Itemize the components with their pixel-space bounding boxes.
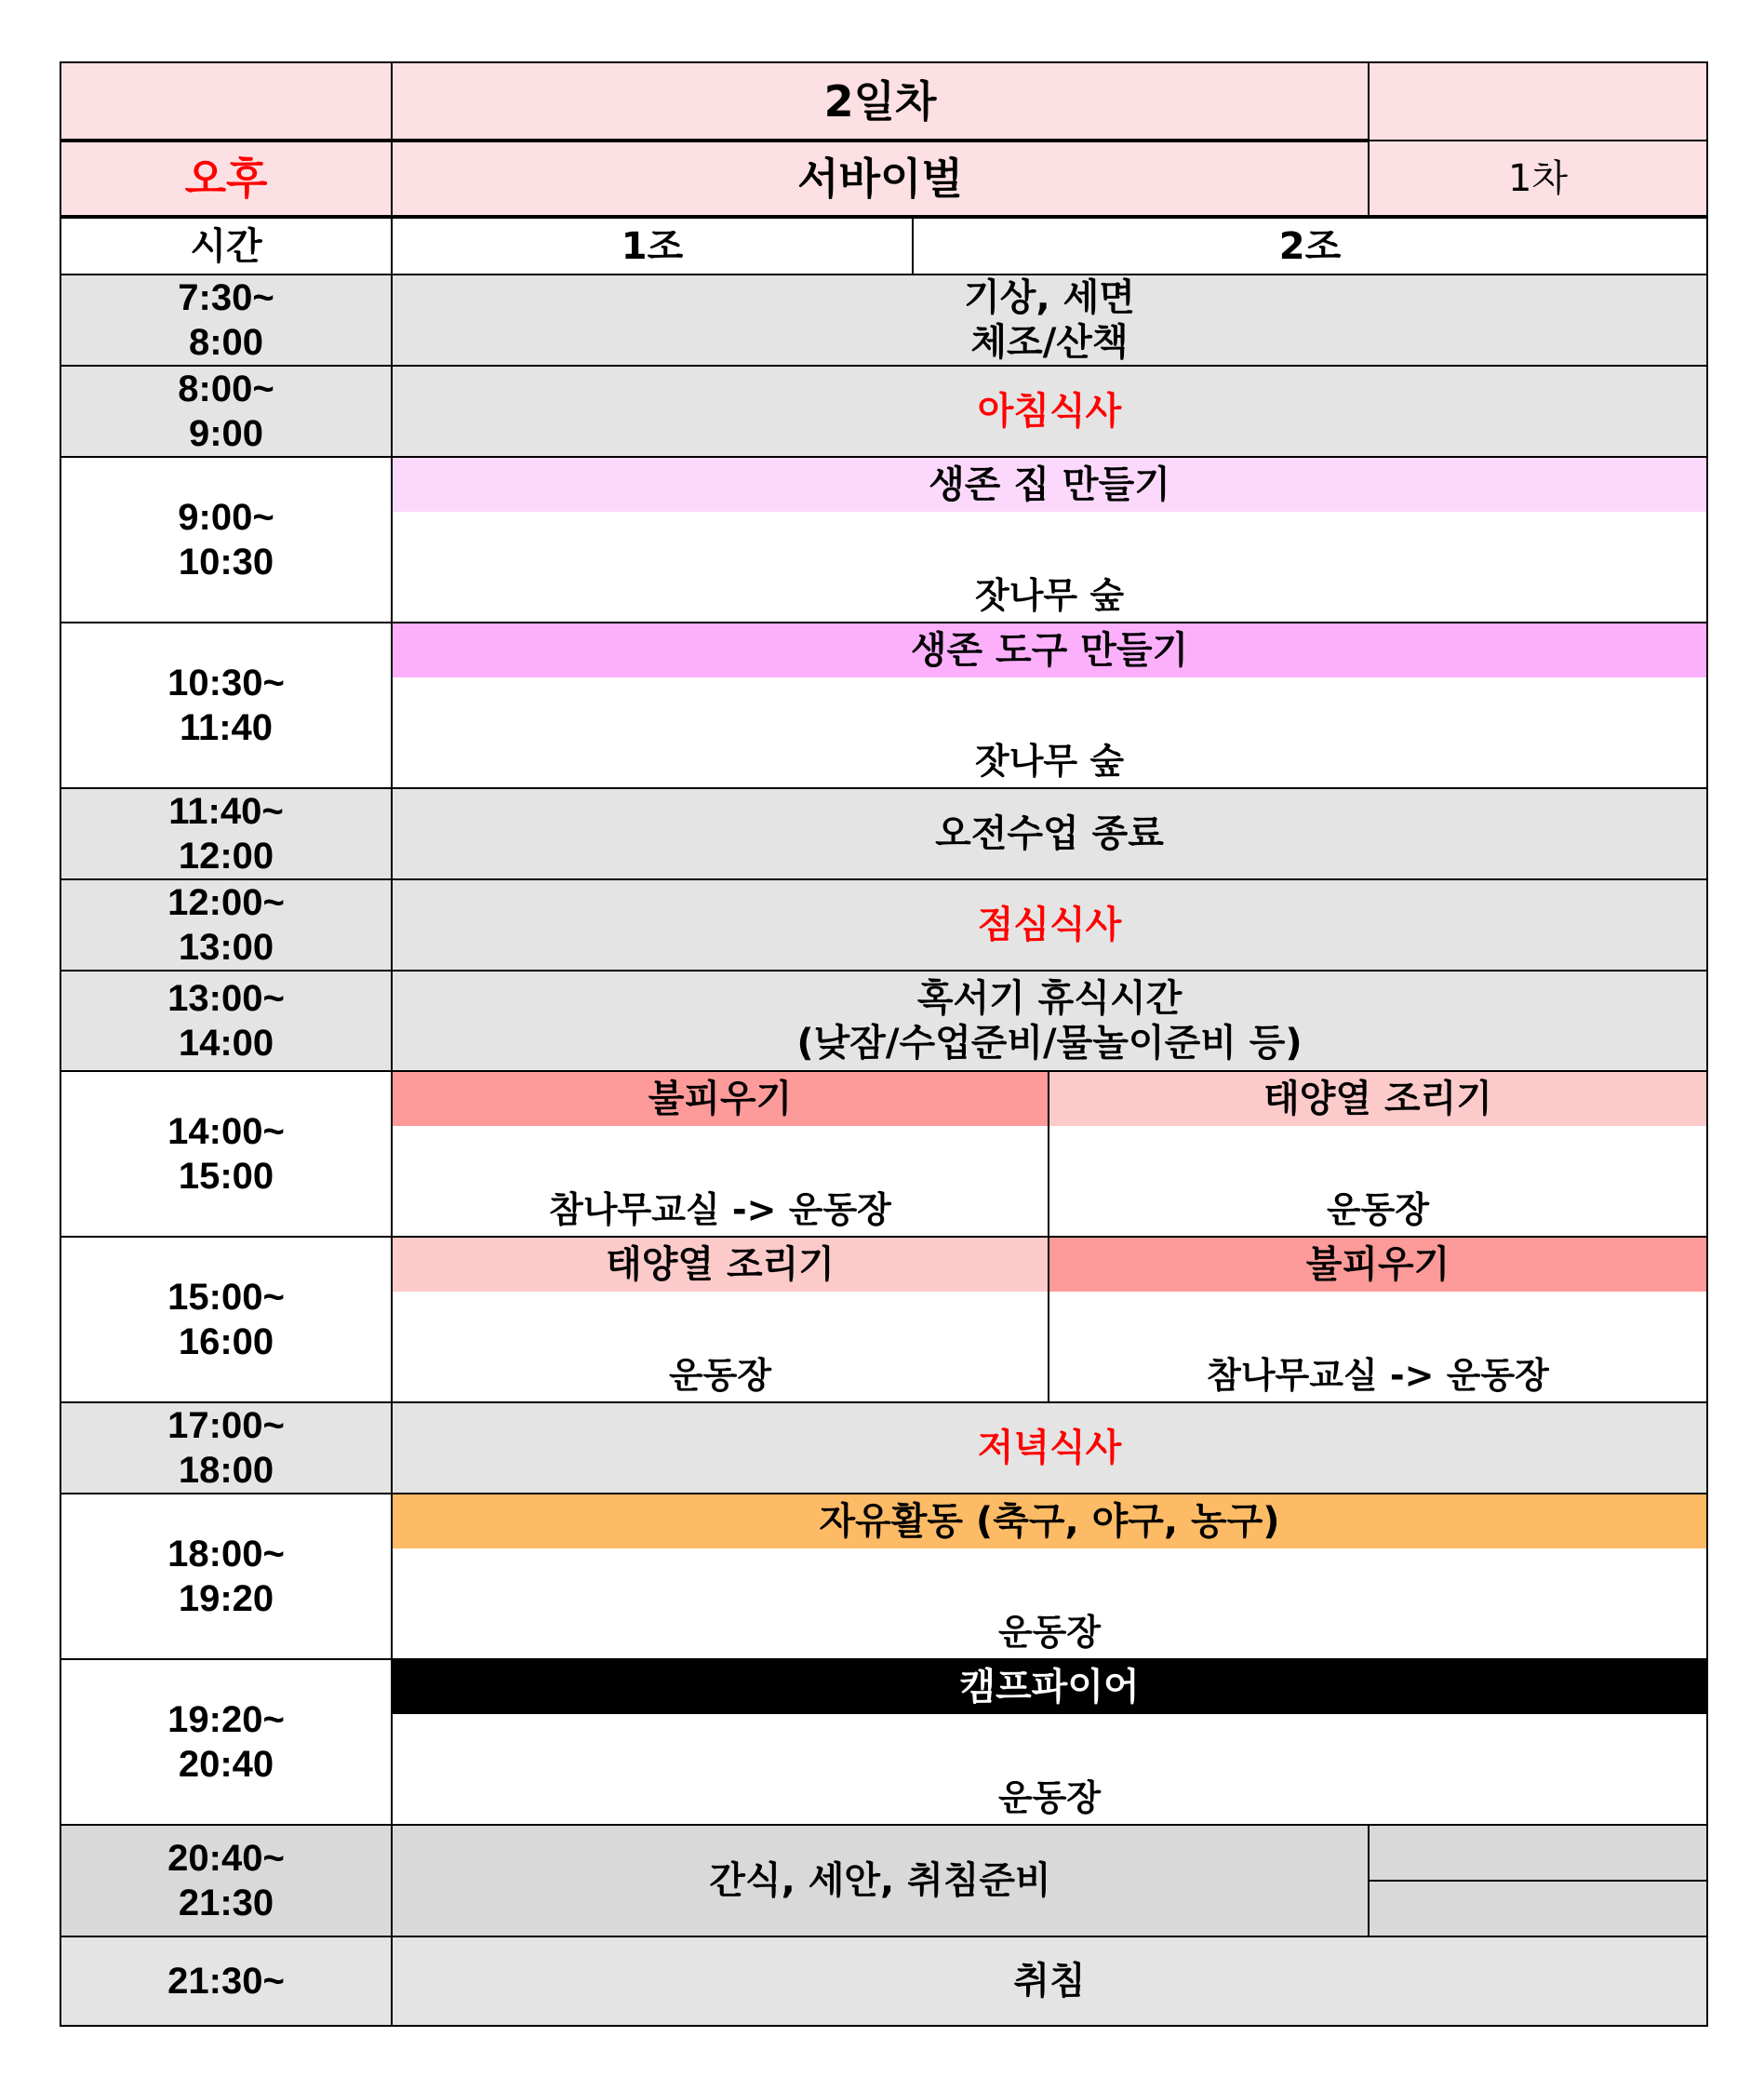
time-cell: [60, 366, 392, 457]
time-start: 11:40~: [168, 791, 284, 832]
header-empty-cell: [60, 62, 392, 141]
time-end: 8:00: [188, 322, 264, 363]
time-start: 13:00~: [167, 978, 285, 1019]
time-end: 19:20: [178, 1578, 274, 1619]
blank-cell-top: [1369, 1825, 1707, 1881]
activity-location: 운동장: [997, 1612, 1102, 1653]
time-end: 18:00: [178, 1450, 274, 1491]
activity-title: 생존 도구 만들기: [393, 623, 1706, 677]
activity-rest: [392, 971, 1707, 1071]
header-blank-right: [1369, 62, 1707, 141]
schedule-table: [60, 61, 1708, 2027]
activity-location: 운동장: [997, 1777, 1102, 1818]
time-cell: [60, 1494, 392, 1659]
time-end: 21:30: [178, 1883, 274, 1923]
activity-line1: 기상, 세면: [964, 276, 1135, 319]
time-cell: [60, 1237, 392, 1402]
time-cell: [60, 1071, 392, 1237]
time-start: 20:40~: [167, 1838, 285, 1879]
activity-title: 불피우기: [393, 1072, 1048, 1126]
time-start: 7:30~: [178, 277, 274, 318]
time-start: 8:00~: [178, 368, 274, 409]
time-column-header: 시간: [60, 217, 392, 275]
time-end: 20:40: [178, 1744, 274, 1785]
time-cell: [60, 623, 392, 788]
time-cell: [60, 275, 392, 366]
time-end: 14:00: [178, 1023, 274, 1064]
period-label: 오후: [60, 141, 392, 217]
activity-location: 운동장: [668, 1355, 772, 1396]
group2-activity: [1049, 1071, 1707, 1237]
activity-shelter: [392, 457, 1707, 623]
activity-line2: 체조/산책: [970, 321, 1129, 364]
group2-column-header: 2조: [913, 217, 1707, 275]
activity-wakeup: [392, 275, 1707, 366]
activity-title: 불피우기: [1049, 1238, 1706, 1292]
activity-snack: 간식, 세안, 취침준비: [392, 1825, 1369, 1936]
time-end: 12:00: [178, 836, 274, 877]
time-start: 12:00~: [167, 882, 285, 923]
time-start: 9:00~: [178, 497, 274, 538]
time-start: 10:30~: [167, 663, 285, 704]
time-cell: 21:30~: [60, 1936, 392, 2026]
activity-location: 잣나무 숲: [974, 575, 1125, 616]
activity-line1: 혹서기 휴식시간: [916, 977, 1183, 1020]
time-cell: [60, 1825, 392, 1936]
program-title: 서바이벌: [392, 141, 1369, 217]
blank-cell-bottom: [1369, 1881, 1707, 1936]
activity-location: 참나무교실 -> 운동장: [549, 1189, 891, 1230]
group1-column-header: 1조: [392, 217, 913, 275]
time-cell: [60, 1402, 392, 1494]
activity-title: 생존 집 만들기: [393, 458, 1706, 512]
activity-title: 태양열 조리기: [1049, 1072, 1706, 1126]
time-cell: [60, 879, 392, 971]
time-end: 9:00: [188, 413, 264, 454]
activity-location: 참나무교실 -> 운동장: [1207, 1355, 1549, 1396]
time-start: 14:00~: [167, 1111, 285, 1152]
activity-morning-end: 오전수업 종료: [392, 788, 1707, 879]
time-cell: [60, 1659, 392, 1825]
activity-title: 자유활동 (축구, 야구, 농구): [393, 1494, 1706, 1548]
time-start: 17:00~: [167, 1405, 285, 1446]
time-end: 16:00: [178, 1321, 274, 1362]
activity-tools: [392, 623, 1707, 788]
time-end: 15:00: [178, 1156, 274, 1197]
time-cell: [60, 788, 392, 879]
activity-title: 캠프파이어: [393, 1660, 1706, 1714]
group2-activity: [1049, 1237, 1707, 1402]
round-label: 1차: [1369, 141, 1707, 217]
time-start: 18:00~: [167, 1534, 285, 1574]
group1-activity: [392, 1071, 1049, 1237]
meal-dinner: 저녁식사: [392, 1402, 1707, 1494]
time-start: 15:00~: [167, 1277, 285, 1318]
time-cell: [60, 457, 392, 623]
time-end: 11:40: [179, 707, 274, 748]
activity-title: 태양열 조리기: [393, 1238, 1048, 1292]
activity-campfire: [392, 1659, 1707, 1825]
day-label: 2일차: [392, 62, 1369, 141]
activity-location: 운동장: [1326, 1189, 1430, 1230]
activity-line2: (낮잠/수업준비/물놀이준비 등): [796, 1022, 1303, 1065]
time-start: 19:20~: [167, 1699, 285, 1740]
meal-lunch: 점심식사: [392, 879, 1707, 971]
activity-free: [392, 1494, 1707, 1659]
time-end: 13:00: [178, 927, 274, 968]
group1-activity: [392, 1237, 1049, 1402]
activity-sleep: 취침: [392, 1936, 1707, 2026]
time-cell: [60, 971, 392, 1071]
time-end: 10:30: [178, 542, 274, 583]
activity-location: 잣나무 숲: [974, 741, 1125, 782]
meal-breakfast: 아침식사: [392, 366, 1707, 457]
